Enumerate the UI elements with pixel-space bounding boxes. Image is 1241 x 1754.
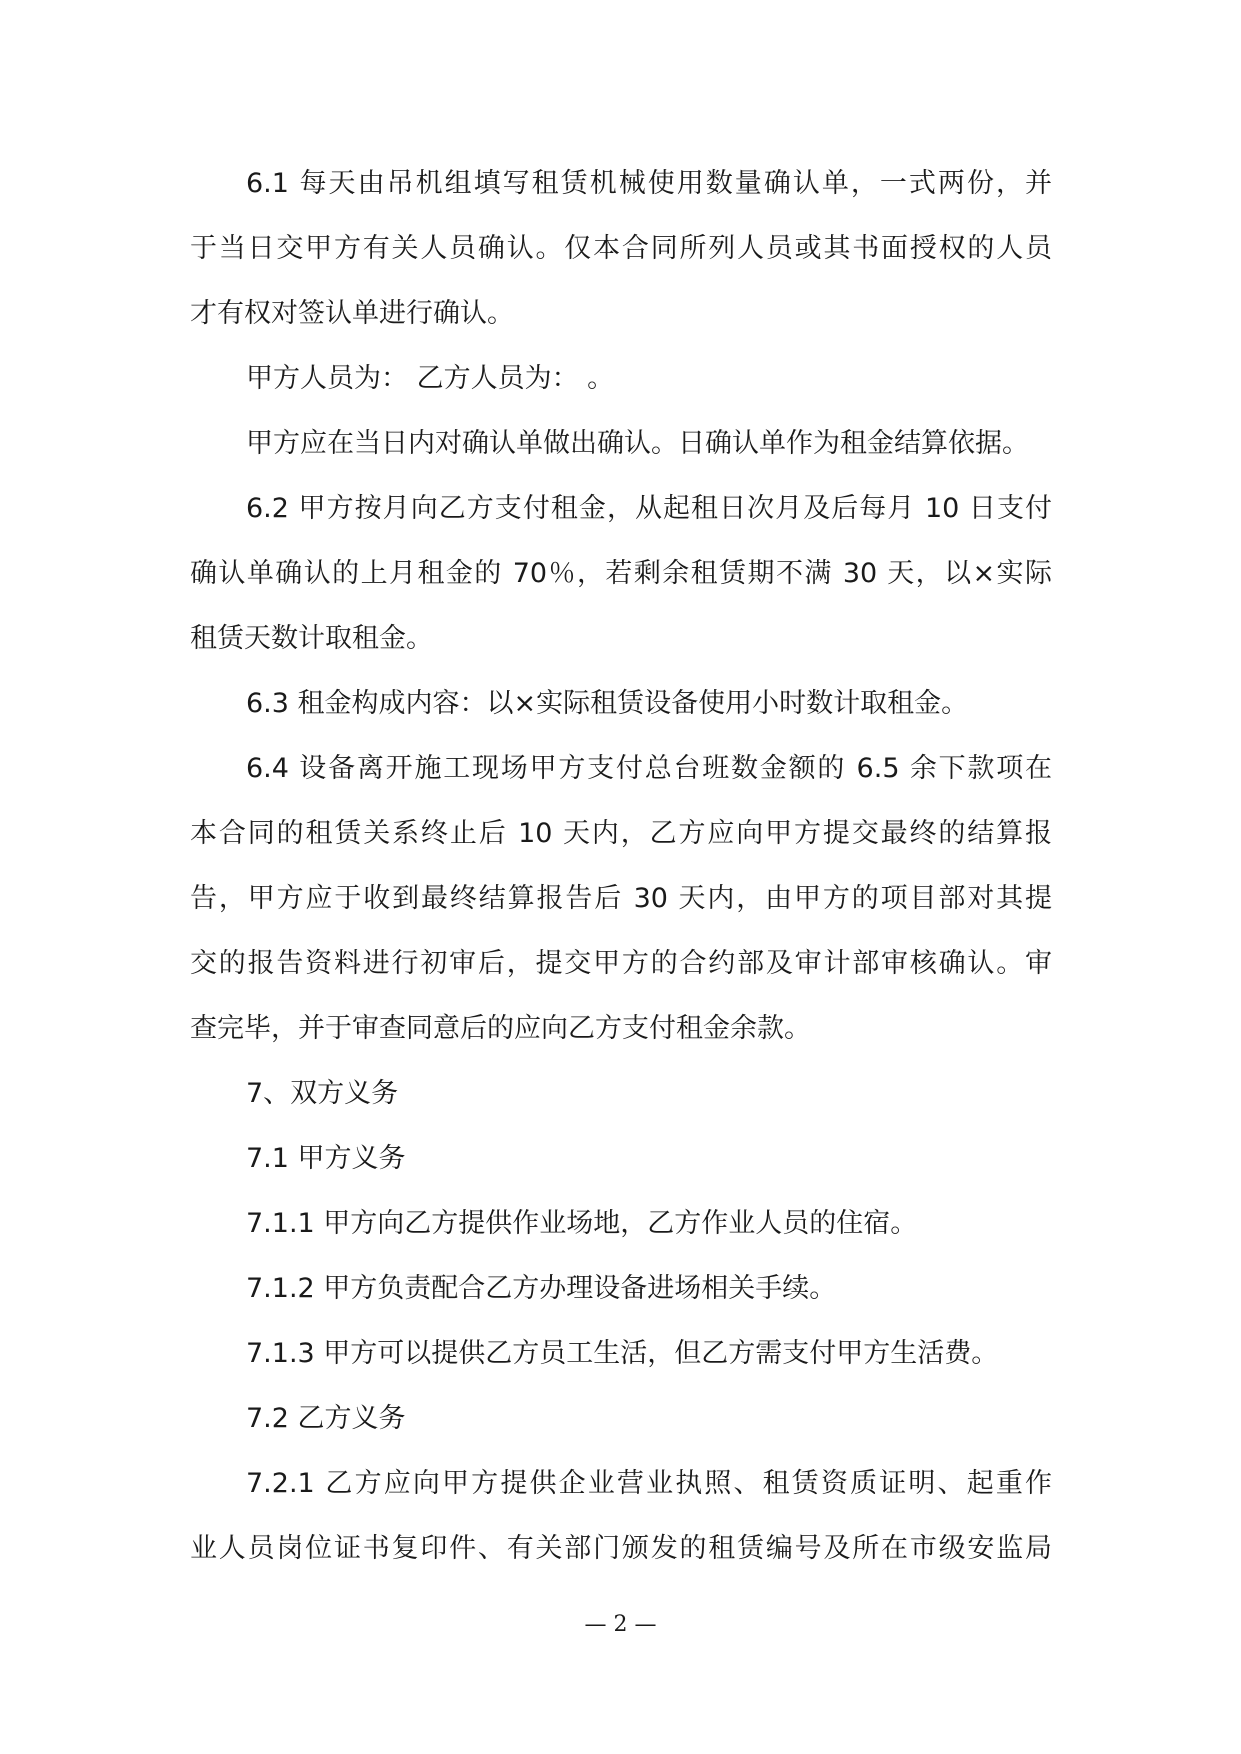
text-line: 本合同的租赁关系终止后 10 天内，乙方应向甲方提交最终的结算报	[190, 818, 1052, 849]
text-line: 业人员岗位证书复印件、有关部门颁发的租赁编号及所在市级安监局	[190, 1533, 1052, 1564]
text-line: 租赁天数计取租金。	[190, 623, 433, 654]
text-line: 7.1.3 甲方可以提供乙方员工生活，但乙方需支付甲方生活费。	[246, 1338, 999, 1369]
text-line: 6.3 租金构成内容：以×实际租赁设备使用小时数计取租金。	[246, 688, 969, 719]
text-line: 于当日交甲方有关人员确认。仅本合同所列人员或其书面授权的人员	[190, 233, 1052, 264]
contract-body-text	[190, 162, 1052, 1592]
text-line: 交的报告资料进行初审后，提交甲方的合约部及审计部审核确认。审	[190, 948, 1052, 979]
text-line: 确认单确认的上月租金的 70％，若剩余租赁期不满 30 天，以×实际	[190, 558, 1052, 589]
text-line: 查完毕，并于审查同意后的应向乙方支付租金余款。	[190, 1013, 811, 1044]
text-line: 7.1 甲方义务	[246, 1143, 406, 1174]
text-line: 6.1 每天由吊机组填写租赁机械使用数量确认单，一式两份，并	[246, 168, 1052, 199]
text-line: 才有权对签认单进行确认。	[190, 298, 514, 329]
text-line: 6.2 甲方按月向乙方支付租金，从起租日次月及后每月 10 日支付	[246, 493, 1052, 524]
text-line: 甲方应在当日内对确认单做出确认。日确认单作为租金结算依据。	[246, 428, 1029, 459]
text-line: 6.4 设备离开施工现场甲方支付总台班数金额的 6.5 余下款项在	[246, 753, 1052, 784]
page-number: — 2 —	[584, 1612, 657, 1637]
text-line: 告，甲方应于收到最终结算报告后 30 天内，由甲方的项目部对其提	[190, 883, 1052, 914]
text-line: 7.1.1 甲方向乙方提供作业场地，乙方作业人员的住宿。	[246, 1208, 918, 1239]
text-line: 7.1.2 甲方负责配合乙方办理设备进场相关手续。	[246, 1273, 837, 1304]
text-line: 7.2 乙方义务	[246, 1403, 406, 1434]
text-line: 7.2.1 乙方应向甲方提供企业营业执照、租赁资质证明、起重作	[246, 1468, 1052, 1499]
text-line: 甲方人员为： 乙方人员为： 。	[246, 363, 615, 394]
text-line: 7、双方义务	[246, 1078, 399, 1109]
